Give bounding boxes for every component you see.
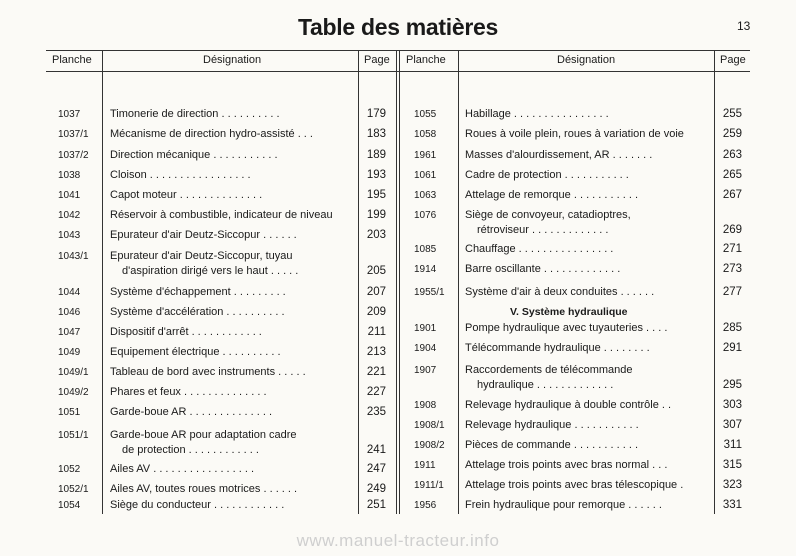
designation-text: Raccordements de télécommande: [465, 364, 633, 376]
planche-code: 1043: [58, 230, 81, 241]
designation-text: Ailes AV, toutes roues motrices . . . . . .: [110, 483, 298, 495]
page-ref: 203: [366, 229, 386, 241]
planche-code: 1061: [414, 170, 437, 181]
planche-code: 1049/2: [58, 387, 89, 398]
planche-code: 1037/2: [58, 150, 89, 161]
planche-code: 1054: [58, 500, 81, 511]
column-divider: [102, 51, 103, 514]
page-ref: 183: [366, 128, 386, 140]
designation-text: Masses d'alourdissement, AR . . . . . . .: [465, 149, 653, 161]
page-ref: 273: [722, 263, 742, 275]
watermark: www.manuel-tracteur.info: [296, 531, 500, 550]
page-ref: 265: [722, 169, 742, 181]
designation-text: Siège du conducteur . . . . . . . . . . . .: [110, 499, 285, 511]
page-ref: 209: [366, 306, 386, 318]
page-ref: 307: [722, 419, 742, 431]
planche-code: 1908/2: [414, 440, 445, 451]
page-ref: 331: [722, 499, 742, 511]
column-header-designation-right: Désignation: [557, 54, 616, 66]
designation-text: rétroviseur . . . . . . . . . . . . .: [477, 224, 609, 236]
designation-text: Relevage hydraulique à double contrôle . .: [465, 399, 672, 411]
designation-text: Télécommande hydraulique . . . . . . . .: [465, 342, 650, 354]
designation-text: Attelage de remorque . . . . . . . . . . .: [465, 189, 639, 201]
designation-text: Timonerie de direction . . . . . . . . . .: [110, 108, 280, 120]
column-header-page-left: Page: [364, 54, 390, 66]
column-header-planche-left: Planche: [52, 54, 92, 66]
page-ref: 285: [722, 322, 742, 334]
planche-code: 1043/1: [58, 251, 89, 262]
column-divider-double: [399, 51, 400, 514]
planche-code: 1955/1: [414, 287, 445, 298]
page-ref: 227: [366, 386, 386, 398]
planche-code: 1049: [58, 347, 81, 358]
designation-text: Relevage hydraulique . . . . . . . . . . .: [465, 419, 639, 431]
planche-code: 1042: [58, 210, 81, 221]
section-heading: V. Système hydraulique: [510, 306, 628, 318]
designation-text: Phares et feux . . . . . . . . . . . . . .: [110, 386, 267, 398]
designation-text: hydraulique . . . . . . . . . . . . .: [477, 379, 614, 391]
planche-code: 1961: [414, 150, 437, 161]
designation-text: Système d'échappement . . . . . . . . .: [110, 286, 286, 298]
planche-code: 1911/1: [414, 480, 444, 491]
designation-text: Siège de convoyeur, catadioptres,: [465, 209, 631, 221]
designation-text: Frein hydraulique pour remorque . . . . . .: [465, 499, 662, 511]
planche-code: 1911: [414, 460, 436, 471]
page-ref: 291: [722, 342, 742, 354]
page-number: 13: [737, 19, 751, 33]
page-ref: 315: [722, 459, 742, 471]
planche-code: 1908: [414, 400, 437, 411]
page-ref: 189: [366, 149, 386, 161]
page-ref: 199: [366, 209, 386, 221]
page-ref: 247: [366, 463, 386, 475]
designation-text: Dispositif d'arrêt . . . . . . . . . . . .: [110, 326, 262, 338]
planche-code: 1044: [58, 287, 81, 298]
page-ref: 235: [366, 406, 386, 418]
planche-code: 1058: [414, 129, 437, 140]
designation-text: Epurateur d'air Deutz-Siccopur . . . . . .: [110, 229, 297, 241]
designation-text: Capot moteur . . . . . . . . . . . . . .: [110, 189, 263, 201]
column-divider: [458, 51, 459, 514]
page-ref: 271: [722, 243, 742, 255]
designation-text: Direction mécanique . . . . . . . . . . .: [110, 149, 278, 161]
designation-text: Garde-boue AR . . . . . . . . . . . . . .: [110, 406, 273, 418]
designation-text: Tableau de bord avec instruments . . . . .: [110, 366, 306, 378]
planche-code: 1085: [414, 244, 437, 255]
designation-text: Epurateur d'air Deutz-Siccopur, tuyau: [110, 250, 293, 262]
page-ref: 269: [722, 224, 742, 236]
page-ref: 277: [722, 286, 742, 298]
planche-code: 1076: [414, 210, 437, 221]
page-ref: 195: [366, 189, 386, 201]
designation-text: Equipement électrique . . . . . . . . . .: [110, 346, 281, 358]
column-header-page-right: Page: [720, 54, 746, 66]
page-ref: 263: [722, 149, 742, 161]
page-ref: 207: [366, 286, 386, 298]
designation-text: Barre oscillante . . . . . . . . . . . . .: [465, 263, 621, 275]
page-ref: 267: [722, 189, 742, 201]
designation-text: de protection . . . . . . . . . . . .: [122, 444, 259, 456]
planche-code: 1041: [58, 190, 81, 201]
designation-text: Habillage . . . . . . . . . . . . . . . .: [465, 108, 609, 120]
page-ref: 303: [722, 399, 742, 411]
planche-code: 1904: [414, 343, 437, 354]
page-ref: 255: [722, 108, 742, 120]
designation-text: Ailes AV . . . . . . . . . . . . . . . . .: [110, 463, 255, 475]
designation-text: Mécanisme de direction hydro-assisté . . .: [110, 128, 313, 140]
header-rule-bottom: [46, 71, 750, 72]
planche-code: 1051/1: [58, 430, 89, 441]
designation-text: Garde-boue AR pour adaptation cadre: [110, 429, 297, 441]
column-divider: [714, 51, 715, 514]
designation-text: Pièces de commande . . . . . . . . . . .: [465, 439, 639, 451]
page-ref: 221: [366, 366, 386, 378]
page-ref: 295: [722, 379, 742, 391]
planche-code: 1046: [58, 307, 81, 318]
planche-code: 1051: [58, 407, 81, 418]
planche-code: 1901: [414, 323, 437, 334]
page-ref: 251: [366, 499, 386, 511]
page-ref: 259: [722, 128, 742, 140]
column-divider: [358, 51, 359, 514]
page-ref: 179: [366, 108, 386, 120]
page-ref: 249: [366, 483, 386, 495]
planche-code: 1038: [58, 170, 81, 181]
planche-code: 1049/1: [58, 367, 89, 378]
column-divider-double: [396, 51, 397, 514]
planche-code: 1052: [58, 464, 81, 475]
planche-code: 1037: [58, 109, 81, 120]
designation-text: Chauffage . . . . . . . . . . . . . . . .: [465, 243, 614, 255]
designation-text: Pompe hydraulique avec tuyauteries . . . .: [465, 322, 668, 334]
planche-code: 1047: [58, 327, 81, 338]
designation-text: Système d'air à deux conduites . . . . . .: [465, 286, 655, 298]
page-ref: 205: [366, 265, 386, 277]
page-title: Table des matières: [298, 14, 498, 40]
designation-text: Attelage trois points avec bras télescopique .: [465, 479, 684, 491]
designation-text: Cloison . . . . . . . . . . . . . . . . .: [110, 169, 251, 181]
planche-code: 1063: [414, 190, 437, 201]
designation-text: d'aspiration dirigé vers le haut . . . . .: [122, 265, 299, 277]
page-ref: 211: [367, 326, 386, 338]
designation-text: Roues à voile plein, roues à variation de voie: [465, 128, 684, 140]
column-header-designation-left: Désignation: [203, 54, 262, 66]
header-rule-top: [46, 50, 750, 51]
designation-text: Système d'accélération . . . . . . . . . .: [110, 306, 285, 318]
page-ref: 193: [366, 169, 386, 181]
planche-code: 1956: [414, 500, 437, 511]
planche-code: 1055: [414, 109, 437, 120]
planche-code: 1037/1: [58, 129, 89, 140]
designation-text: Attelage trois points avec bras normal . . .: [465, 459, 668, 471]
designation-text: Réservoir à combustible, indicateur de niveau: [110, 209, 333, 221]
column-header-planche-right: Planche: [406, 54, 446, 66]
planche-code: 1052/1: [58, 484, 89, 495]
page-ref: 213: [366, 346, 386, 358]
planche-code: 1908/1: [414, 420, 445, 431]
designation-text: Cadre de protection . . . . . . . . . . .: [465, 169, 629, 181]
page-ref: 241: [366, 444, 386, 456]
page-ref: 311: [723, 439, 742, 451]
page-ref: 323: [722, 479, 742, 491]
planche-code: 1907: [414, 365, 437, 376]
planche-code: 1914: [414, 264, 437, 275]
